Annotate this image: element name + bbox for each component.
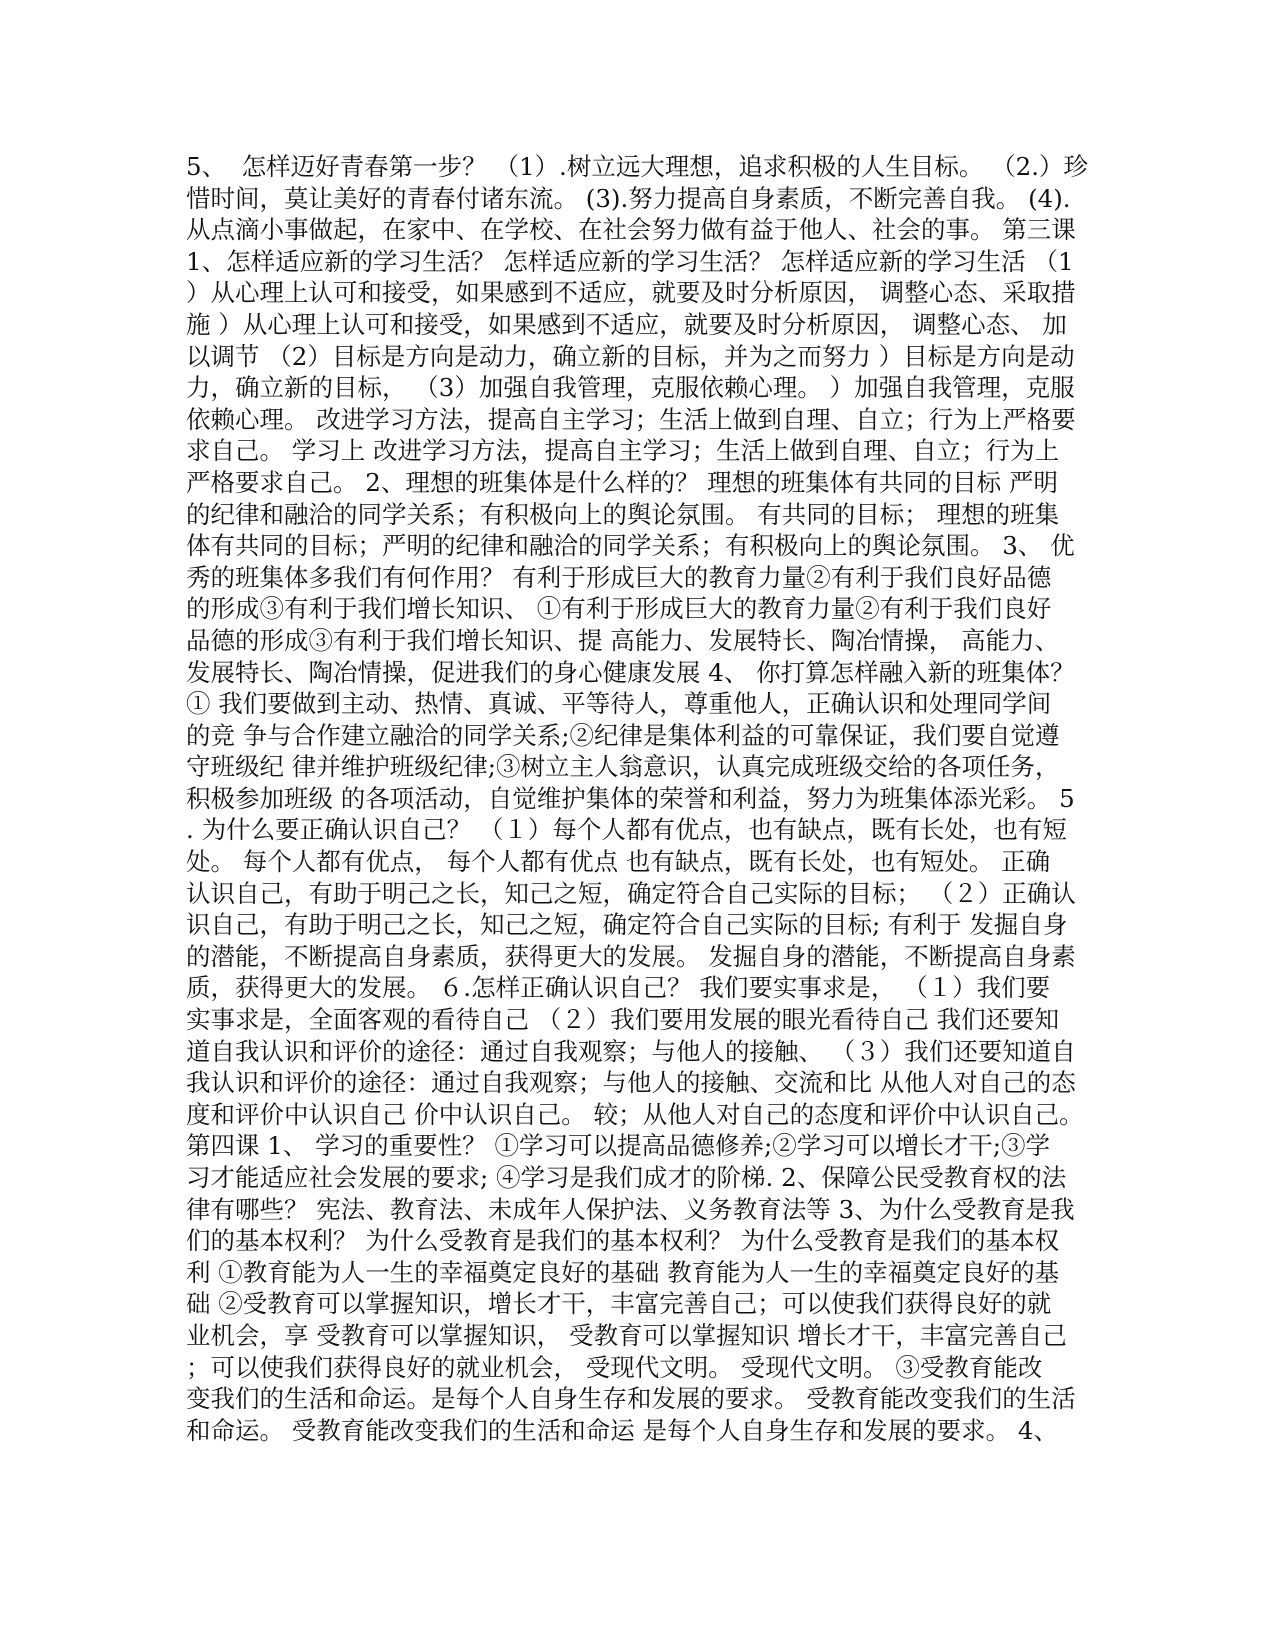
text-line: 的潜能，不断提高自身素质，获得更大的发展。 发掘自身的潜能，不断提高自身素 [186, 941, 1076, 971]
text-line: 从点滴小事做起，在家中、在学校、在社会努力做有益于他人、社会的事。 第三课 [186, 215, 1076, 245]
text-line: 惜时间，莫让美好的青春付诸东流。 (3).努力提高自身素质，不断完善自我。 (4). [186, 183, 1071, 213]
text-line: 我认识和评价的途径：通过自我观察；与他人的接触、交流和比 从他人对自己的态 [186, 1068, 1076, 1098]
text-line: 认识自己，有助于明己之长，知己之短，确定符合自己实际的目标； （２）正确认 [186, 878, 1076, 908]
text-line: 道自我认识和评价的途径：通过自我观察；与他人的接触、 （３）我们还要知道自 [186, 1036, 1076, 1066]
text-line: 律有哪些？ 宪法、教育法、未成年人保护法、义务教育法等 3、为什么受教育是我 [186, 1194, 1075, 1224]
text-line: 严格要求自己。 2、理想的班集体是什么样的？ 理想的班集体有共同的目标 严明 [186, 467, 1058, 497]
text-line: 业机会，享 受教育可以掌握知识， 受教育可以掌握知识 增长才干，丰富完善自己 [186, 1320, 1067, 1350]
text-line: 1、怎样适应新的学习生活？ 怎样适应新的学习生活？ 怎样适应新的学习生活 （1 [186, 246, 1074, 276]
text-line: ；可以使我们获得良好的就业机会， 受现代文明。 受现代文明。 ③受教育能改 [186, 1352, 1043, 1382]
text-line: 质，获得更大的发展。 ６.怎样正确认识自己？ 我们要实事求是， （１）我们要 [186, 973, 1051, 1003]
text-line: 体有共同的目标；严明的纪律和融洽的同学关系；有积极向上的舆论氛围。 3、 优 [186, 531, 1075, 561]
text-line: 求自己。 学习上 改进学习方法，提高自主学习；生活上做到自理、自立；行为上 [186, 436, 1060, 466]
text-line: 的竞 争与合作建立融洽的同学关系;②纪律是集体利益的可靠保证，我们要自觉遵 [186, 720, 1060, 750]
text-line: 秀的班集体多我们有何作用？ 有利于形成巨大的教育力量②有利于我们良好品德 [186, 562, 1052, 592]
text-line: 依赖心理。 改进学习方法，提高自主学习；生活上做到自理、自立；行为上严格要 [186, 404, 1076, 434]
text-line: 变我们的生活和命运。是每个人自身生存和发展的要求。 受教育能改变我们的生活 [186, 1384, 1076, 1414]
text-line: ① 我们要做到主动、热情、真诚、平等待人，尊重他人，正确认识和处理同学间 [186, 689, 1052, 719]
text-line: 识自己，有助于明己之长，知己之短，确定符合自己实际的目标; 有利于 发掘自身 [186, 910, 1068, 940]
text-line: 处。 每个人都有优点， 每个人都有优点 也有缺点，既有长处，也有短处。 正确 [186, 847, 1051, 877]
text-line: 力，确立新的目标， （3）加强自我管理，克服依赖心理。 ）加强自我管理，克服 [186, 373, 1075, 403]
text-line: 的形成③有利于我们增长知识、 ①有利于形成巨大的教育力量②有利于我们良好 [186, 594, 1052, 624]
text-line: 们的基本权利？ 为什么受教育是我们的基本权利？ 为什么受教育是我们的基本权 [186, 1226, 1060, 1256]
text-line: 的纪律和融洽的同学关系；有积极向上的舆论氛围。 有共同的目标； 理想的班集 [186, 499, 1060, 529]
text-line: 第四课 1、 学习的重要性？ ①学习可以提高品德修养;②学习可以增长才干;③学 [186, 1131, 1050, 1161]
text-line: . 为什么要正确认识自己？ （１）每个人都有优点，也有缺点，既有长处，也有短 [186, 815, 1067, 845]
text-line: 度和评价中认识自己 价中认识自己。 较；从他人对自己的态度和评价中认识自己。 [186, 1099, 1084, 1129]
text-line: 利 ①教育能为人一生的幸福奠定良好的基础 教育能为人一生的幸福奠定良好的基 [186, 1257, 1060, 1287]
text-line: 5、 怎样迈好青春第一步？ （1）.树立远大理想，追求积极的人生目标。 （2.）珍 [186, 152, 1088, 181]
text-line: 以调节 （2）目标是方向是动力，确立新的目标，并为之而努力 ）目标是方向是动 [186, 341, 1075, 371]
text-line: 实事求是，全面客观的看待自己 （２）我们要用发展的眼光看待自己 我们还要知 [186, 1005, 1060, 1035]
text-line: 和命运。 受教育能改变我们的生活和命运 是每个人自身生存和发展的要求。 4、 [186, 1415, 1058, 1445]
text-line: 施 ）从心理上认可和接受，如果感到不适应，就要及时分析原因， 调整心态、 加 [186, 309, 1067, 339]
text-line: 品德的形成③有利于我们增长知识、提 高能力、发展特长、陶冶情操， 高能力、 [186, 625, 1060, 655]
text-line: 积极参加班级 的各项活动，自觉维护集体的荣誉和利益，努力为班集体添光彩。 5 [186, 783, 1075, 813]
text-line: ）从心理上认可和接受，如果感到不适应，就要及时分析原因， 调整心态、采取措 [186, 278, 1076, 308]
text-line: 守班级纪 律并维护班级纪律;③树立主人翁意识，认真完成班级交给的各项任务， [186, 752, 1060, 782]
text-line: 础 ②受教育可以掌握知识，增长才干，丰富完善自己；可以使我们获得良好的就 [186, 1289, 1052, 1319]
text-line: 习才能适应社会发展的要求; ④学习是我们成才的阶梯. 2、保障公民受教育权的法 [186, 1163, 1067, 1192]
text-line: 发展特长、陶冶情操，促进我们的身心健康发展 4、 你打算怎样融入新的班集体？ [186, 657, 1075, 687]
body-text [186, 151, 1088, 1446]
